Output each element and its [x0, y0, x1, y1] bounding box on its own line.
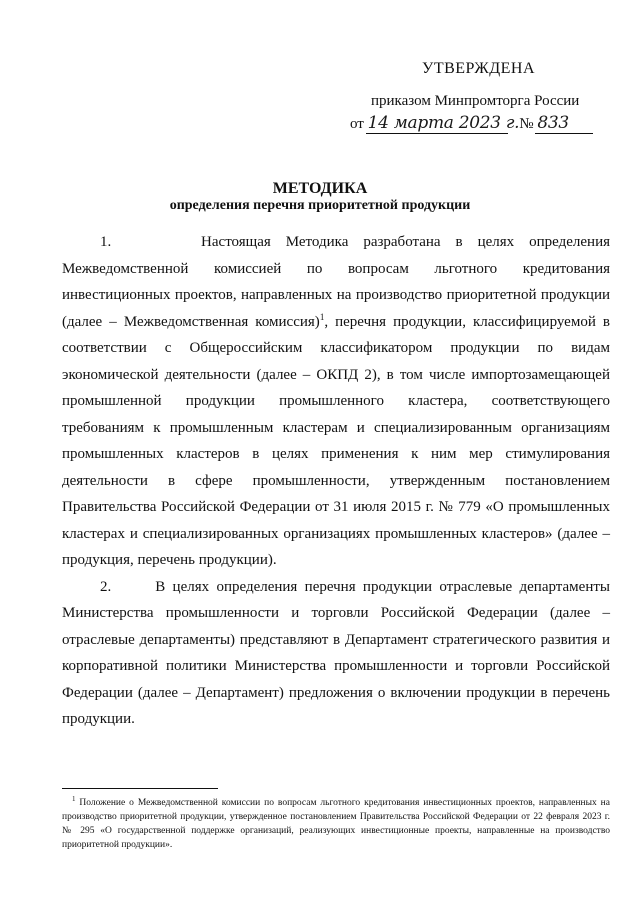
footnote [62, 796, 610, 852]
paragraph-1 [62, 229, 610, 574]
footnote-text: Положение о Межведомственной комиссии по вопросам льготного кредитования инвестиционных проектов, направленных на производство приоритетной продукции, утвержденное постановлением Правительства Российской Федерации от 22 февраля 2023 г. № 295 «О государственной поддержке организаций, реализующих инвестиционные проекты, направленные на производство приоритетной продукции». [62, 798, 610, 850]
approval-stamp-heading: УТВЕРЖДЕНА [422, 60, 536, 77]
document-body [62, 229, 610, 733]
paragraph-1-text-b: , перечня продукции, классифицируемой в соответствии с Общероссийским классификатором продукции по видам экономической деятельности (далее – ОКПД 2), в том числе импортозамещающей промышленной продукции промышленного кластера, соответствующего требованиям к промышленным кластерам и специализированным организациям промышленных кластеров в целях применения к ним мер стимулирования деятельности в сфере промышленности, утвержденным постановлением Правительства Российской Федерации от 31 июля 2015 г. № 779 «О промышленных кластерах и специализированных организациях промышленных кластеров» (далее – продукция, перечень продукции). [62, 313, 610, 568]
handwritten-order-number: 833 [537, 113, 569, 133]
order-date-line [350, 113, 569, 135]
footnote-reference: 1 [319, 311, 325, 322]
number-underline [535, 133, 593, 134]
order-reference: приказом Минпромторга России [371, 93, 580, 109]
footnote-separator [62, 788, 218, 789]
number-sign: № [519, 116, 534, 132]
document-title: МЕТОДИКА [272, 180, 368, 197]
paragraph-1-text-a: 1. Настоящая Методика разработана в целях определения Межведомственной комиссией по вопросам льготного кредитования инвестиционных проектов, направленных на производство приоритетной продукции (далее – Межведомственная комиссия) [62, 234, 610, 330]
footnote-mark: 1 [72, 794, 76, 803]
document-subtitle: определения перечня приоритетной продукции [169, 198, 471, 213]
paragraph-2: 2. В целях определения перечня продукции отраслевые департаменты Министерства промышленности и торговли Российской Федерации (далее – отраслевые департаменты) представляют в Департамент стратегического развития и корпоративной политики Министерства промышленности и торговли Российской Федерации (далее – Департамент) предложения о включении продукции в перечень продукции. [62, 578, 610, 727]
handwritten-date: 14 марта 2023 г. [367, 113, 520, 133]
date-prefix: от [350, 116, 364, 132]
footnote-text-block [62, 796, 610, 852]
date-underline [366, 133, 508, 134]
